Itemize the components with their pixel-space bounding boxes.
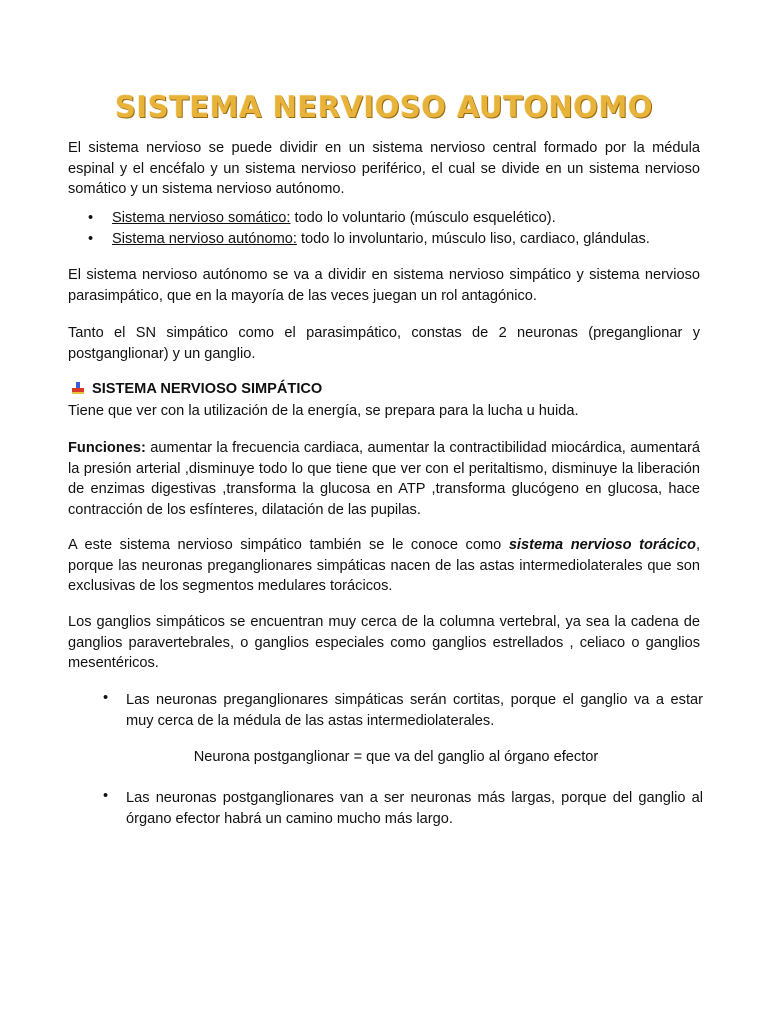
section-heading-text: SISTEMA NERVIOSO SIMPÁTICO xyxy=(92,381,323,397)
bullet-icon: • xyxy=(103,690,109,706)
paragraph-text: , porque las neuronas preganglionares simpáticas nacen de las astas intermediolaterales que son exclusivas de los segmentos medulares torácicos. xyxy=(68,537,700,594)
paragraph-ganglios: Los ganglios simpáticos se encuentran muy cerca de la columna vertebral, ya sea la cadena de ganglios paravertebrales, o ganglios especiales como ganglios estrellados , celiaco o ganglios mesentéricos. xyxy=(68,614,700,671)
section-heading xyxy=(72,381,322,397)
paragraph-division: El sistema nervioso autónomo se va a dividir en sistema nervioso simpático y sistema nervioso parasimpático, que en la mayoría de las veces juegan un rol antagónico. xyxy=(68,267,700,304)
paragraph-energy: Tiene que ver con la utilización de la energía, se prepara para la lucha u huida. xyxy=(68,403,579,419)
list-item-text: todo lo involuntario, músculo liso, cardiaco, glándulas. xyxy=(296,231,650,247)
paragraph-funciones xyxy=(68,438,700,520)
funciones-label: Funciones: xyxy=(68,440,146,456)
bookmark-icon xyxy=(72,382,84,394)
list-item xyxy=(88,208,556,229)
page-title: SISTEMA NERVIOSO AUTONOMO xyxy=(115,90,653,124)
definition-line: Neurona postganglionar = que va del ganglio al órgano efector xyxy=(193,749,599,765)
list-item-text: todo lo voluntario (músculo esquelético). xyxy=(290,210,556,226)
bullet-icon: • xyxy=(103,788,109,804)
intro-paragraph: El sistema nervioso se puede dividir en un sistema nervioso central formado por la médula espinal y el encéfalo y un sistema nervioso periférico, el cual se divide en un sistema nervioso somático y un sistema nervioso autónomo. xyxy=(68,140,700,197)
paragraph-toracico xyxy=(68,535,700,597)
funciones-text: aumentar la frecuencia cardiaca, aumentar la contractibilidad miocárdica, aumentará la presión arterial ,disminuye todo lo que tiene que ver con el peritaltismo, disminuye la liberación de enzimas digestivas ,transforma la glucosa en ATP ,transforma glucógeno en glucosa, hace contracción de los esfínteres, dilatación de las pupilas. xyxy=(68,440,700,518)
list-item-text: Las neuronas preganglionares simpáticas serán cortitas, porque el ganglio va a estar muy cerca de la médula de las astas intermediolaterales. xyxy=(126,692,703,729)
bullet-icon: • xyxy=(88,210,94,226)
paragraph-text: A este sistema nervioso simpático también se le conoce como xyxy=(68,537,509,553)
list-item-text: Las neuronas postganglionares van a ser neuronas más largas, porque del ganglio al órgano efector habrá un camino mucho más largo. xyxy=(126,790,703,827)
paragraph-neurons: Tanto el SN simpático como el parasimpático, constas de 2 neuronas (preganglionar y postganglionar) y un ganglio. xyxy=(68,325,700,362)
emphasis-term: sistema nervioso torácico xyxy=(508,537,696,553)
list-item-term: Sistema nervioso somático: xyxy=(112,210,291,226)
bullet-icon: • xyxy=(88,231,94,247)
list-item xyxy=(88,229,650,250)
list-item-term: Sistema nervioso autónomo: xyxy=(112,231,297,247)
